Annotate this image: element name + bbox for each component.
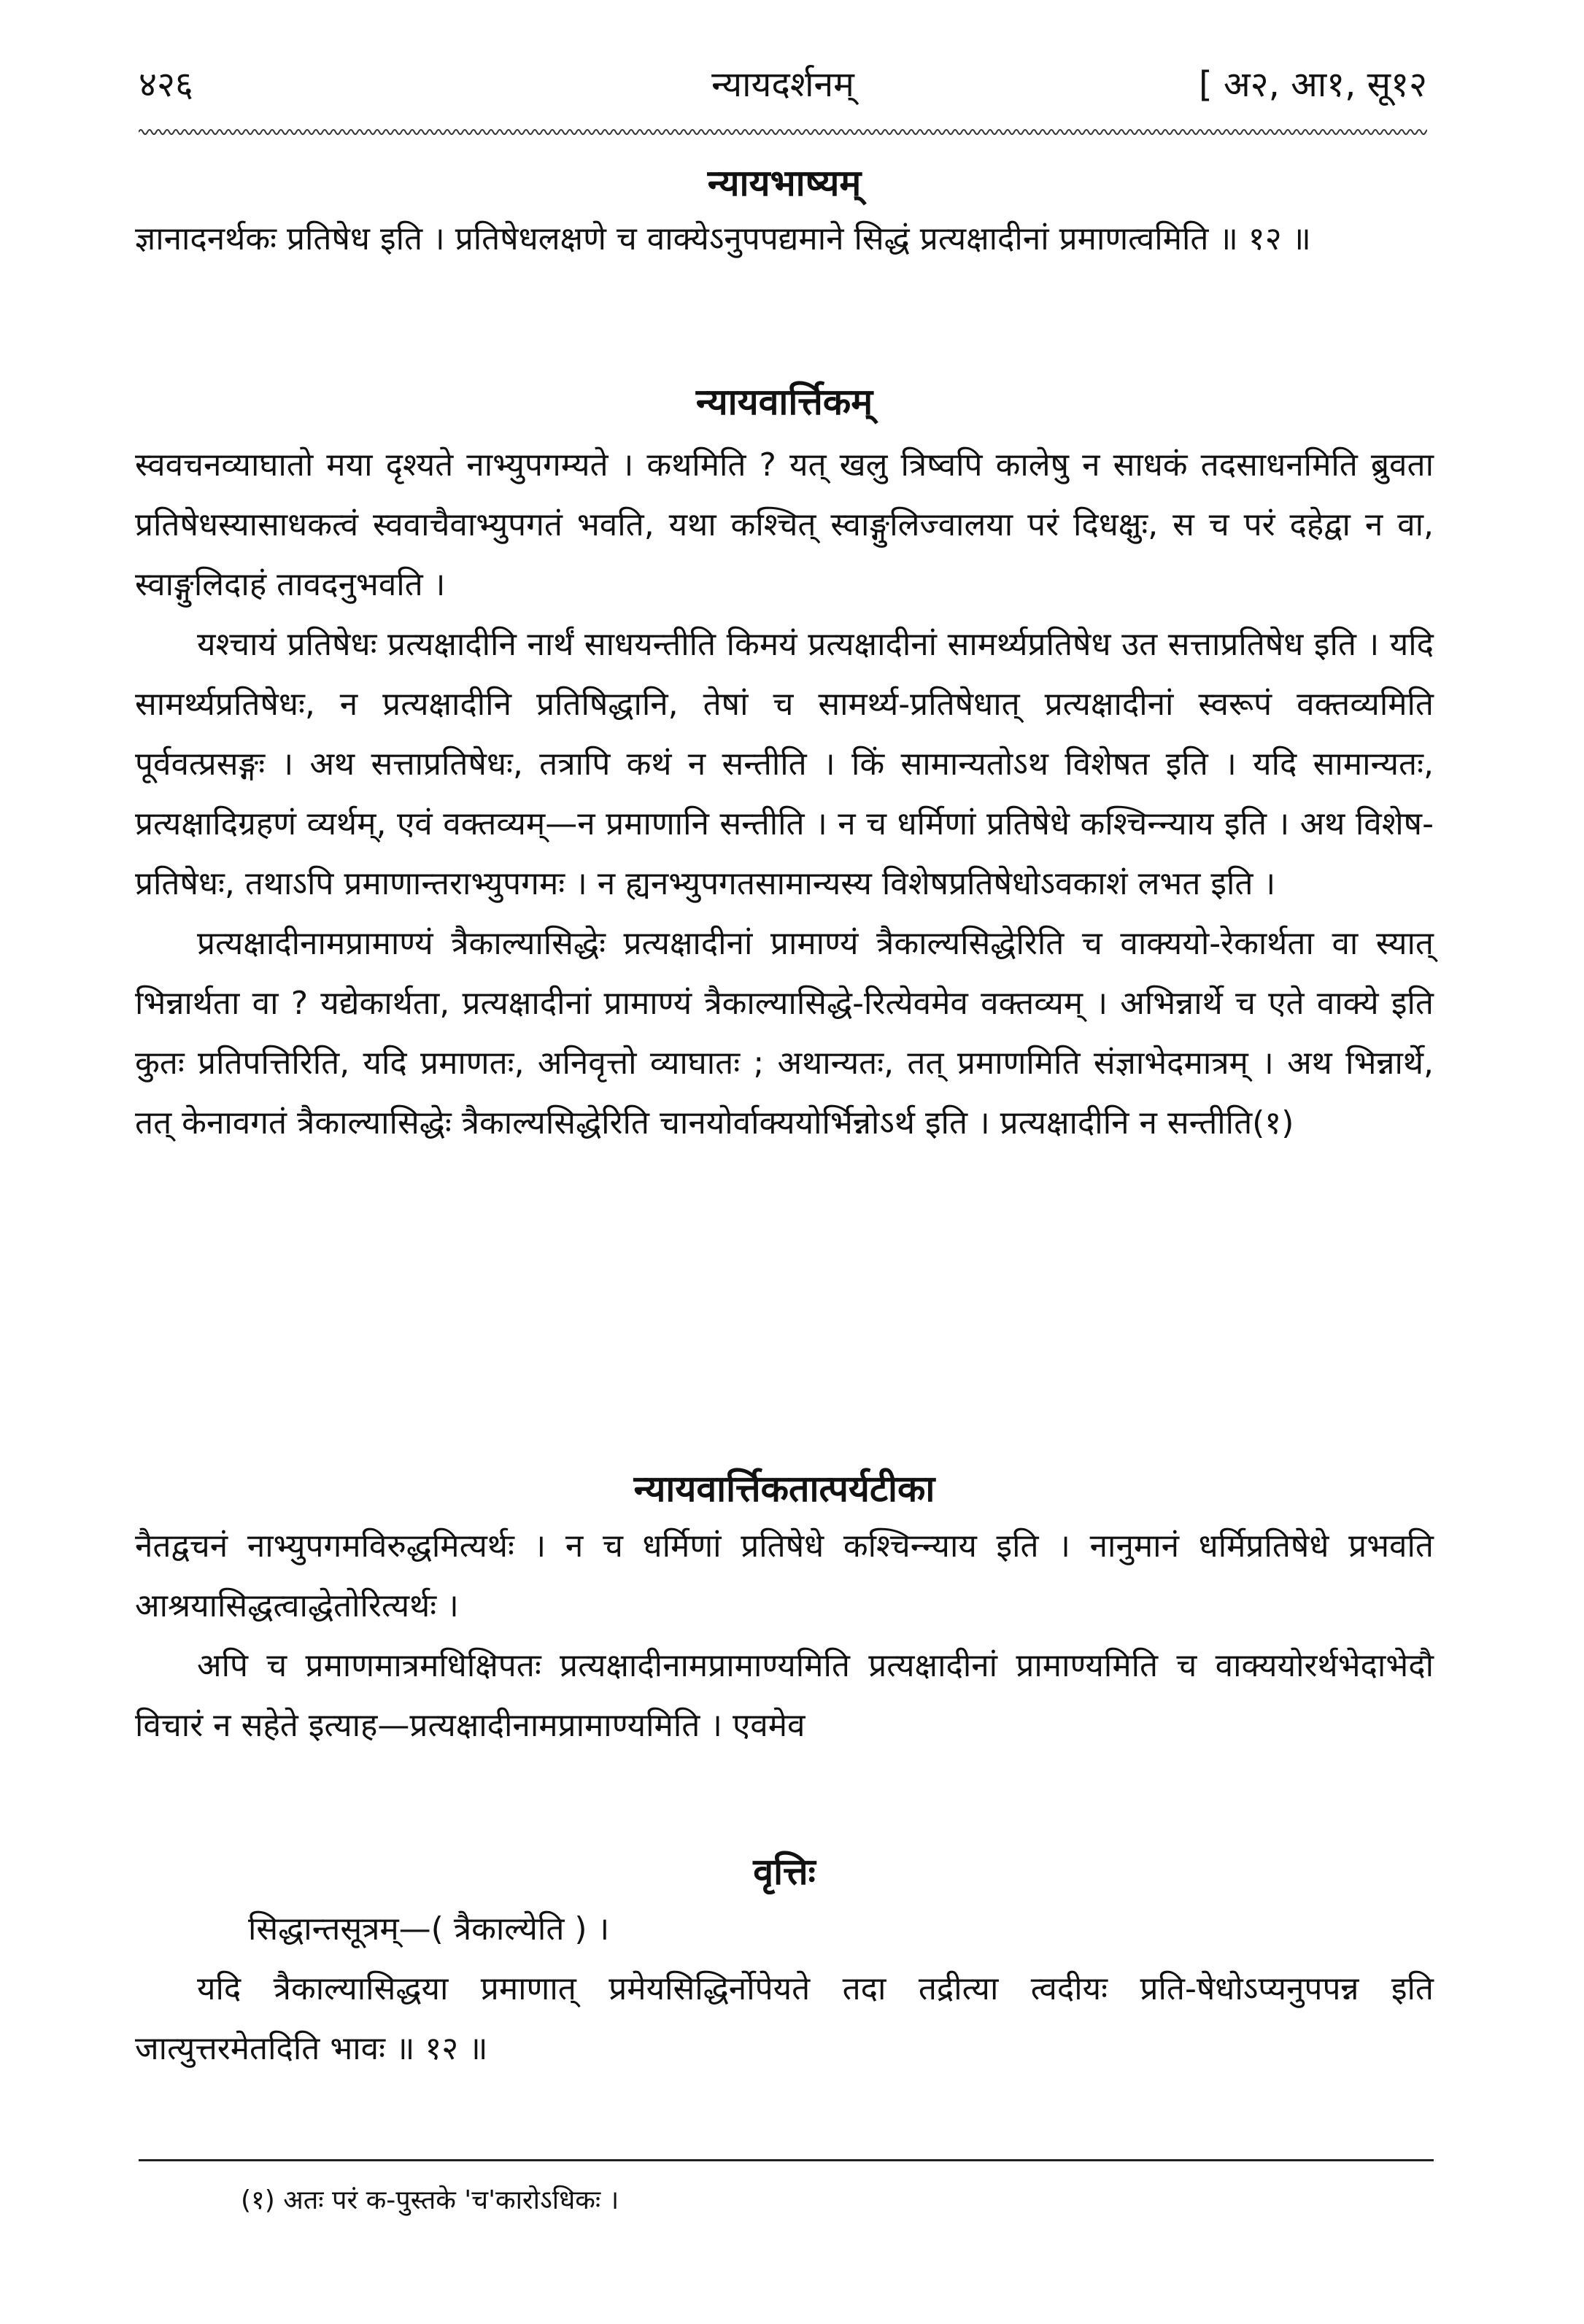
vritti-section — [135, 1845, 1434, 2079]
section-heading-vritti: वृत्तिः — [753, 1851, 816, 1893]
varttika-paragraph-2: यश्चायं प्रतिषेधः प्रत्यक्षादीनि नार्थं साधयन्तीति किमयं प्रत्यक्षादीनां सामर्थ्यप्रतिषेध उत सत्ताप्रतिषेध इति । यदि सामर्थ्यप्रतिषेधः, न प्रत्यक्षादीनि प्रतिषिद्धानि, तेषां च सामर्थ्य-प्रतिषेधात् प्रत्यक्षादीनां स्वरूपं वक्तव्यमिति पूर्ववत्प्रसङ्गः । अथ सत्ताप्रतिषेधः, तत्रापि कथं न सन्तीति । किं सामान्यतोऽथ विशेषत इति । यदि सामान्यतः, प्रत्यक्षादिग्रहणं व्यर्थम्, एवं वक्तव्यम्—न प्रमाणानि सन्तीति । न च धर्मिणां प्रतिषेधे कश्चिन्न्याय इति । अथ विशेष-प्रतिषेधः, तथाऽपि प्रमाणान्तराभ्युपगमः । न ह्यनभ्युपगतसामान्यस्य विशेषप्रतिषेधोऽवकाशं लभत इति । — [135, 626, 1434, 902]
page-number: ४२६ — [139, 64, 193, 105]
section-heading-varttika: न्यायवार्त्तिकम् — [695, 381, 873, 423]
page-header — [139, 60, 1427, 118]
vritti-sutra-line: सिद्धान्तसूत्रम्—( त्रैकाल्येति ) । — [248, 1910, 610, 1948]
varttika-section — [135, 376, 1434, 1153]
tika-section — [135, 1463, 1434, 1756]
section-heading-bhashya: न्यायभाष्यम् — [707, 162, 862, 204]
running-title: न्यायदर्शनम् — [711, 64, 854, 105]
header-wavy-rule — [139, 125, 1427, 139]
tika-paragraph-2: अपि च प्रमाणमात्रमधिक्षिपतः प्रत्यक्षादीनामप्रामाण्यमिति प्रत्यक्षादीनां प्रामाण्यमिति च वाक्ययोरर्थभेदाभेदौ विचारं न सहेते इत्याह—प्रत्यक्षादीनामप्रामाण्यमिति । एवमेव — [135, 1647, 1434, 1744]
tika-paragraph-1: नैतद्वचनं नाभ्युपगमविरुद्धमित्यर्थः । न च धर्मिणां प्रतिषेधे कश्चिन्न्याय इति । नानुमानं धर्मिप्रतिषेधे प्रभवति आश्रयासिद्धत्वाद्धेतोरित्यर्थः । — [135, 1527, 1434, 1624]
bhashya-paragraph: ज्ञानादनर्थकः प्रतिषेध इति । प्रतिषेधलक्षणे च वाक्येऽनुपपद्यमाने सिद्धं प्रत्यक्षादीनां प्रमाणत्वमिति ॥ १२ ॥ — [135, 220, 1311, 257]
footnote-rule — [139, 2159, 1434, 2161]
vritti-paragraph: यदि त्रैकाल्यासिद्धया प्रमाणात् प्रमेयसिद्धिर्नोपेयते तदा तद्रीत्या त्वदीयः प्रति-षेधोऽप्यनुपपन्न इति जात्युत्तरमेतदिति भावः ॥ १२ ॥ — [135, 1970, 1434, 2067]
bhashya-section — [135, 157, 1434, 269]
varttika-paragraph-1: स्ववचनव्याघातो मया दृश्यते नाभ्युपगम्यते । कथमिति ? यत् खलु त्रिष्वपि कालेषु न साधकं तदसाधनमिति ब्रुवता प्रतिषेधस्यासाधकत्वं स्ववाचैवाभ्युपगतं भवति, यथा कश्चित् स्वाङ्गुलिज्वालया परं दिधक्षुः, स च परं दहेद्वा न वा, स्वाङ्गुलिदाहं तावदनुभवति । — [135, 446, 1434, 603]
section-heading-tika: न्यायवार्त्तिकतात्पर्यटीका — [633, 1468, 935, 1510]
varttika-paragraph-3: प्रत्यक्षादीनामप्रामाण्यं त्रैकाल्यासिद्धेः प्रत्यक्षादीनां प्रामाण्यं त्रैकाल्यसिद्धेरिति च वाक्ययो-रेकार्थता वा स्यात् भिन्नार्थता वा ? यद्येकार्थता, प्रत्यक्षादीनां प्रामाण्यं त्रैकाल्यासिद्धे-रित्येवमेव वक्तव्यम् । अभिन्नार्थे च एते वाक्ये इति कुतः प्रतिपत्तिरिति, यदि प्रमाणतः, अनिवृत्तो व्याघातः ; अथान्यतः, तत् प्रमाणमिति संज्ञाभेदमात्रम् । अथ भिन्नार्थे, तत् केनावगतं त्रैकाल्यासिद्धेः त्रैकाल्यसिद्धेरिति चानयोर्वाक्ययोर्भिन्नोऽर्थ इति । प्रत्यक्षादीनि न सन्तीति(१) — [135, 925, 1434, 1142]
footnote: (१) अतः परं क-पुस्तके 'च'कारोऽधिकः । — [241, 2185, 619, 2215]
chapter-reference: [ अ२, आ१, सू१२ — [1198, 64, 1427, 105]
